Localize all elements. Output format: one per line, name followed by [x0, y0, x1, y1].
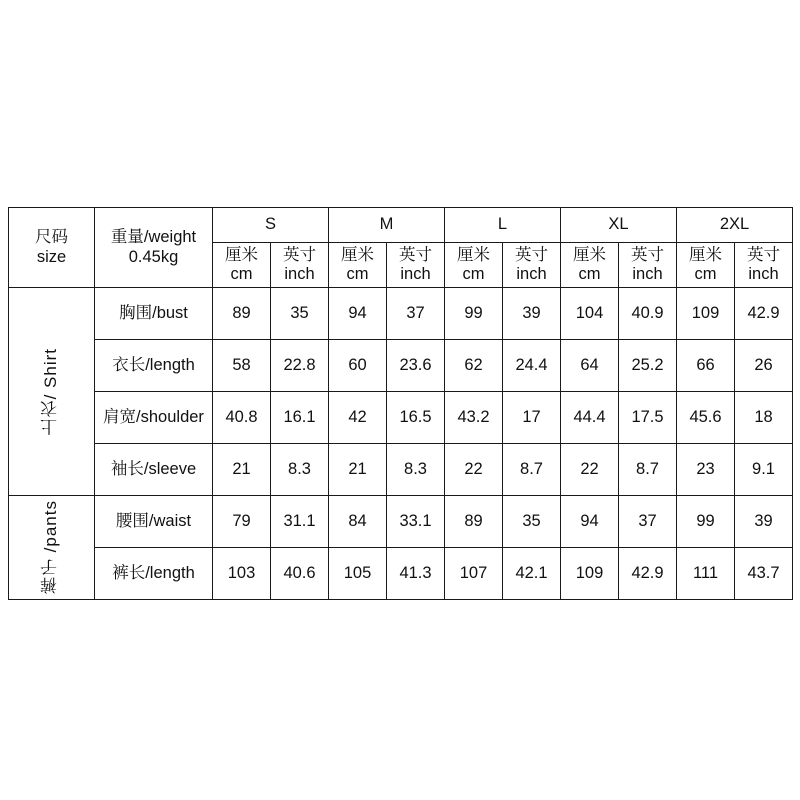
cell-shirtlength-L-inch: 24.4 [503, 340, 561, 392]
header-weight-label: 重量/weight [110, 228, 197, 247]
cell-shoulder-L-cm: 43.2 [445, 392, 503, 444]
cell-waist-2XL-inch: 39 [735, 496, 793, 548]
unit-inch-cn: 英寸 [283, 245, 316, 264]
cell-waist-S-inch: 31.1 [271, 496, 329, 548]
size-column-2XL: 2XL [677, 208, 793, 243]
cell-waist-L-inch: 35 [503, 496, 561, 548]
cell-sleeve-S-cm: 21 [213, 444, 271, 496]
size-chart-table [8, 207, 793, 600]
cell-shoulder-S-cm: 40.8 [213, 392, 271, 444]
cell-shirtlength-XL-inch: 25.2 [619, 340, 677, 392]
cell-shirtlength-XL-cm: 64 [561, 340, 619, 392]
cell-shoulder-2XL-cm: 45.6 [677, 392, 735, 444]
header-size-code-cn: 尺码 [35, 228, 68, 247]
size-column-XL: XL [561, 208, 677, 243]
cell-waist-L-cm: 89 [445, 496, 503, 548]
cell-pantslength-XL-cm: 109 [561, 548, 619, 600]
cell-shirtlength-S-inch: 22.8 [271, 340, 329, 392]
cell-bust-XL-cm: 104 [561, 288, 619, 340]
table-row [9, 340, 793, 392]
unit-inch-en: inch [632, 265, 663, 283]
cell-sleeve-L-inch: 8.7 [503, 444, 561, 496]
table-row [9, 444, 793, 496]
unit-cm-L [445, 243, 503, 288]
unit-cm-en: cm [346, 265, 369, 283]
unit-cm-cn: 厘米 [225, 245, 258, 264]
unit-inch-cn: 英寸 [631, 245, 665, 264]
cell-sleeve-L-cm: 22 [445, 444, 503, 496]
unit-inch-M [387, 243, 445, 288]
cell-pantslength-M-inch: 41.3 [387, 548, 445, 600]
cell-waist-2XL-cm: 99 [677, 496, 735, 548]
cell-shirtlength-2XL-cm: 66 [677, 340, 735, 392]
row-label-shoulder: 肩宽/shoulder [95, 392, 213, 444]
cell-sleeve-2XL-cm: 23 [677, 444, 735, 496]
unit-cm-cn: 厘米 [341, 245, 375, 264]
cell-shirtlength-M-inch: 23.6 [387, 340, 445, 392]
unit-inch-XL [619, 243, 677, 288]
group-label-pants [9, 496, 95, 600]
cell-waist-XL-cm: 94 [561, 496, 619, 548]
cell-pantslength-L-cm: 107 [445, 548, 503, 600]
cell-bust-S-cm: 89 [213, 288, 271, 340]
unit-inch-cn: 英寸 [515, 245, 549, 264]
cell-shirtlength-S-cm: 58 [213, 340, 271, 392]
cell-waist-M-inch: 33.1 [387, 496, 445, 548]
table-header-row-sizes [9, 208, 793, 243]
size-column-S: S [213, 208, 329, 243]
cell-waist-XL-inch: 37 [619, 496, 677, 548]
table-row [9, 496, 793, 548]
cell-shoulder-S-inch: 16.1 [271, 392, 329, 444]
unit-cm-cn: 厘米 [457, 245, 491, 264]
unit-inch-2XL [735, 243, 793, 288]
cell-shoulder-L-inch: 17 [503, 392, 561, 444]
cell-waist-M-cm: 84 [329, 496, 387, 548]
unit-cm-en: cm [230, 265, 253, 283]
cell-pantslength-M-cm: 105 [329, 548, 387, 600]
cell-pantslength-2XL-cm: 111 [677, 548, 735, 600]
header-weight-value: 0.45kg [128, 247, 179, 266]
unit-cm-XL [561, 243, 619, 288]
cell-bust-XL-inch: 40.9 [619, 288, 677, 340]
cell-bust-S-inch: 35 [271, 288, 329, 340]
unit-cm-M [329, 243, 387, 288]
cell-shirtlength-L-cm: 62 [445, 340, 503, 392]
header-size-code-en: size [36, 247, 67, 266]
cell-pantslength-L-inch: 42.1 [503, 548, 561, 600]
unit-inch-en: inch [400, 265, 431, 283]
cell-pantslength-S-inch: 40.6 [271, 548, 329, 600]
row-label-pants-length: 裤长/length [95, 548, 213, 600]
unit-inch-en: inch [284, 265, 315, 283]
cell-sleeve-XL-inch: 8.7 [619, 444, 677, 496]
cell-sleeve-S-inch: 8.3 [271, 444, 329, 496]
cell-shoulder-XL-cm: 44.4 [561, 392, 619, 444]
size-column-L: L [445, 208, 561, 243]
unit-inch-en: inch [748, 265, 779, 283]
cell-shirtlength-2XL-inch: 26 [735, 340, 793, 392]
cell-sleeve-M-cm: 21 [329, 444, 387, 496]
header-weight [95, 208, 213, 288]
cell-bust-2XL-cm: 109 [677, 288, 735, 340]
header-size-code [9, 208, 95, 288]
cell-bust-M-cm: 94 [329, 288, 387, 340]
row-label-shirt-length: 衣长/length [95, 340, 213, 392]
table-row [9, 548, 793, 600]
unit-cm-en: cm [694, 265, 717, 283]
cell-sleeve-XL-cm: 22 [561, 444, 619, 496]
row-label-bust: 胸围/bust [95, 288, 213, 340]
unit-inch-en: inch [516, 265, 547, 283]
unit-inch-S [271, 243, 329, 288]
cell-shoulder-M-cm: 42 [329, 392, 387, 444]
unit-cm-S [213, 243, 271, 288]
group-label-shirt-text: 上衣/ Shirt [41, 347, 61, 436]
cell-bust-L-inch: 39 [503, 288, 561, 340]
cell-pantslength-2XL-inch: 43.7 [735, 548, 793, 600]
cell-pantslength-XL-inch: 42.9 [619, 548, 677, 600]
unit-inch-cn: 英寸 [747, 245, 781, 264]
row-label-waist: 腰围/waist [95, 496, 213, 548]
unit-cm-cn: 厘米 [573, 245, 607, 264]
group-label-pants-text: 裤子 /pants [41, 500, 61, 595]
cell-waist-S-cm: 79 [213, 496, 271, 548]
cell-pantslength-S-cm: 103 [213, 548, 271, 600]
size-chart-container [8, 207, 792, 600]
cell-shoulder-2XL-inch: 18 [735, 392, 793, 444]
cell-sleeve-M-inch: 8.3 [387, 444, 445, 496]
cell-bust-2XL-inch: 42.9 [735, 288, 793, 340]
row-label-sleeve: 袖长/sleeve [95, 444, 213, 496]
unit-inch-L [503, 243, 561, 288]
unit-cm-en: cm [462, 265, 485, 283]
cell-bust-M-inch: 37 [387, 288, 445, 340]
unit-cm-en: cm [578, 265, 601, 283]
group-label-shirt [9, 288, 95, 496]
cell-shoulder-M-inch: 16.5 [387, 392, 445, 444]
cell-sleeve-2XL-inch: 9.1 [735, 444, 793, 496]
cell-shoulder-XL-inch: 17.5 [619, 392, 677, 444]
cell-bust-L-cm: 99 [445, 288, 503, 340]
table-row [9, 288, 793, 340]
table-row [9, 392, 793, 444]
size-column-M: M [329, 208, 445, 243]
unit-inch-cn: 英寸 [399, 245, 433, 264]
unit-cm-2XL [677, 243, 735, 288]
unit-cm-cn: 厘米 [689, 245, 723, 264]
cell-shirtlength-M-cm: 60 [329, 340, 387, 392]
